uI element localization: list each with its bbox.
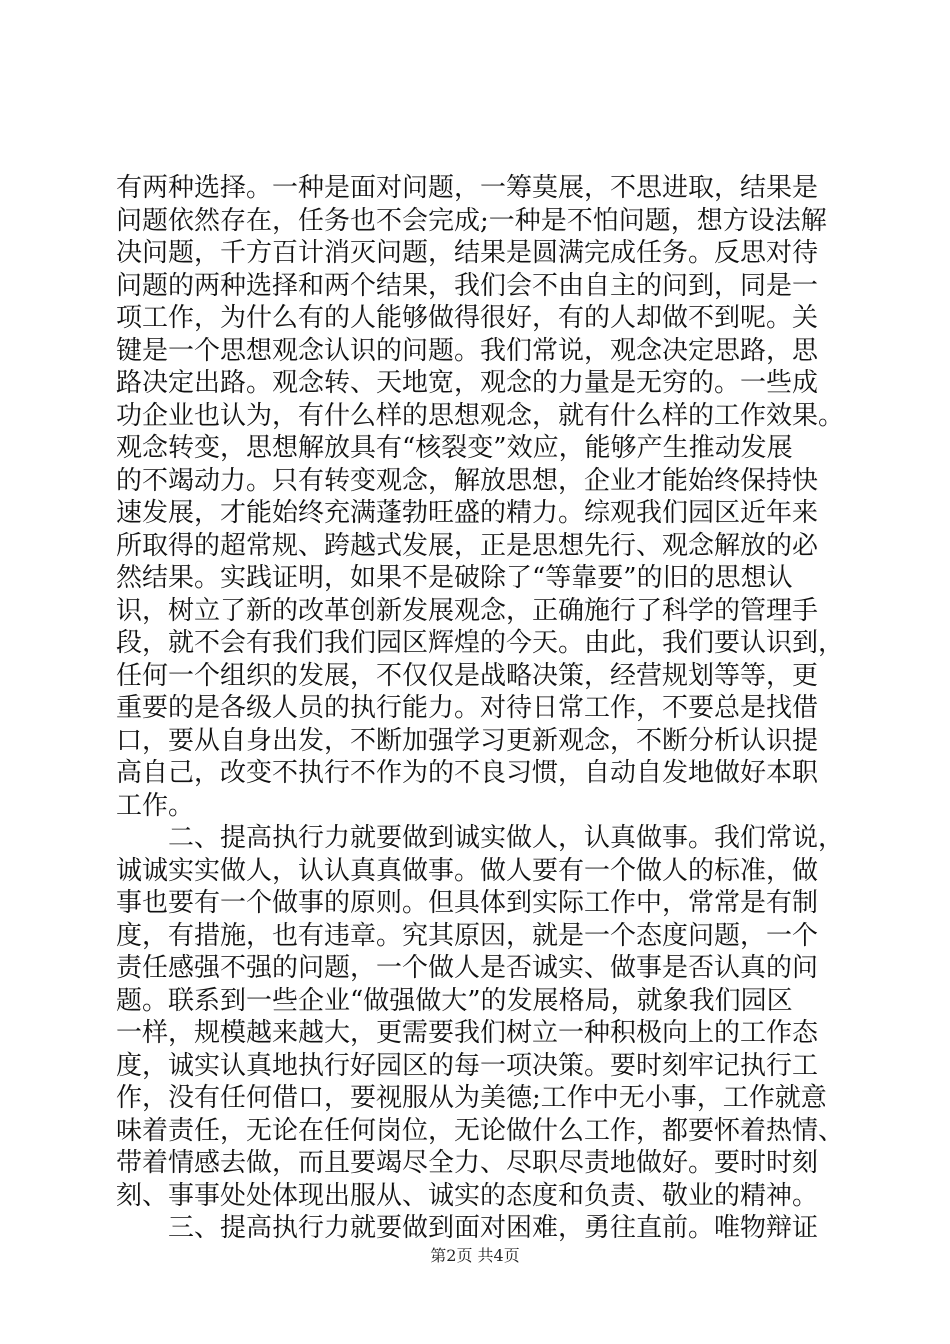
page-footer: [0, 1243, 950, 1266]
text-line: 度，有措施，也有违章。究其原因，就是一个态度问题，一个: [116, 920, 819, 951]
text-line: 一样，规模越来越大，更需要我们树立一种积极向上的工作态: [116, 1018, 819, 1048]
text-line: 味着责任，无论在任何岗位，无论做什么工作，都要怀着热情、: [116, 1115, 845, 1146]
text-line: 的不竭动力。只有转变观念，解放思想，企业才能始终保持快: [116, 465, 819, 496]
text-line: 有两种选择。一种是面对问题，一筹莫展，不思进取，结果是: [116, 173, 819, 203]
text-line: 决问题，千方百计消灭问题，结果是圆满完成任务。反思对待: [116, 238, 819, 268]
text-line: 功企业也认为，有什么样的思想观念，就有什么样的工作效果。: [116, 400, 845, 431]
text-line: 口，要从自身出发，不断加强学习更新观念，不断分析认识提: [116, 725, 819, 756]
text-line: 题。联系到一些企业“做强做大”的发展格局，就象我们园区: [116, 985, 793, 1016]
body-text: [116, 172, 845, 1245]
text-line: 作，没有任何借口，要视服从为美德;工作中无小事，工作就意: [116, 1083, 827, 1113]
text-line: 任何一个组织的发展，不仅仅是战略决策，经营规划等等，更: [116, 660, 819, 691]
page-number-label: 第2页 共4页: [430, 1246, 520, 1265]
text-line: 三、提高执行力就要做到面对困难，勇往直前。唯物辩证: [116, 1213, 819, 1243]
text-line: 问题依然存在，任务也不会完成;一种是不怕问题，想方设法解: [116, 205, 827, 236]
text-line: 项工作，为什么有的人能够做得很好，有的人却做不到呢。关: [116, 303, 819, 333]
text-line: 问题的两种选择和两个结果，我们会不由自主的问到，同是一: [116, 270, 819, 301]
text-line: 二、提高执行力就要做到诚实做人，认真做事。我们常说，: [116, 823, 845, 853]
text-line: 事也要有一个做事的原则。但具体到实际工作中，常常是有制: [116, 888, 819, 918]
text-line: 段，就不会有我们我们园区辉煌的今天。由此，我们要认识到，: [116, 628, 845, 658]
text-line: 带着情感去做，而且要竭尽全力、尽职尽责地做好。要时时刻: [116, 1148, 819, 1178]
text-line: 速发展，才能始终充满蓬勃旺盛的精力。综观我们园区近年来: [116, 498, 819, 528]
text-line: 识，树立了新的改革创新发展观念，正确施行了科学的管理手: [116, 595, 819, 626]
text-line: 责任感强不强的问题，一个做人是否诚实、做事是否认真的问: [116, 953, 819, 983]
text-line: 所取得的超常规、跨越式发展，正是思想先行、观念解放的必: [116, 530, 819, 561]
text-line: 重要的是各级人员的执行能力。对待日常工作，不要总是找借: [116, 693, 819, 723]
text-line: 诚诚实实做人，认认真真做事。做人要有一个做人的标准，做: [116, 855, 819, 886]
text-line: 键是一个思想观念认识的问题。我们常说，观念决定思路，思: [116, 335, 819, 366]
text-line: 度，诚实认真地执行好园区的每一项决策。要时刻牢记执行工: [116, 1050, 819, 1081]
text-line: 路决定出路。观念转、天地宽，观念的力量是无穷的。一些成: [116, 368, 819, 398]
text-line: 刻、事事处处体现出服从、诚实的态度和负责、敬业的精神。: [116, 1180, 819, 1211]
text-line: 观念转变，思想解放具有“核裂变”效应，能够产生推动发展: [116, 433, 793, 463]
text-line: 然结果。实践证明，如果不是破除了“等靠要”的旧的思想认: [116, 563, 793, 593]
text-line: 高自己，改变不执行不作为的不良习惯，自动自发地做好本职: [116, 758, 819, 788]
text-line: 工作。: [116, 790, 195, 821]
